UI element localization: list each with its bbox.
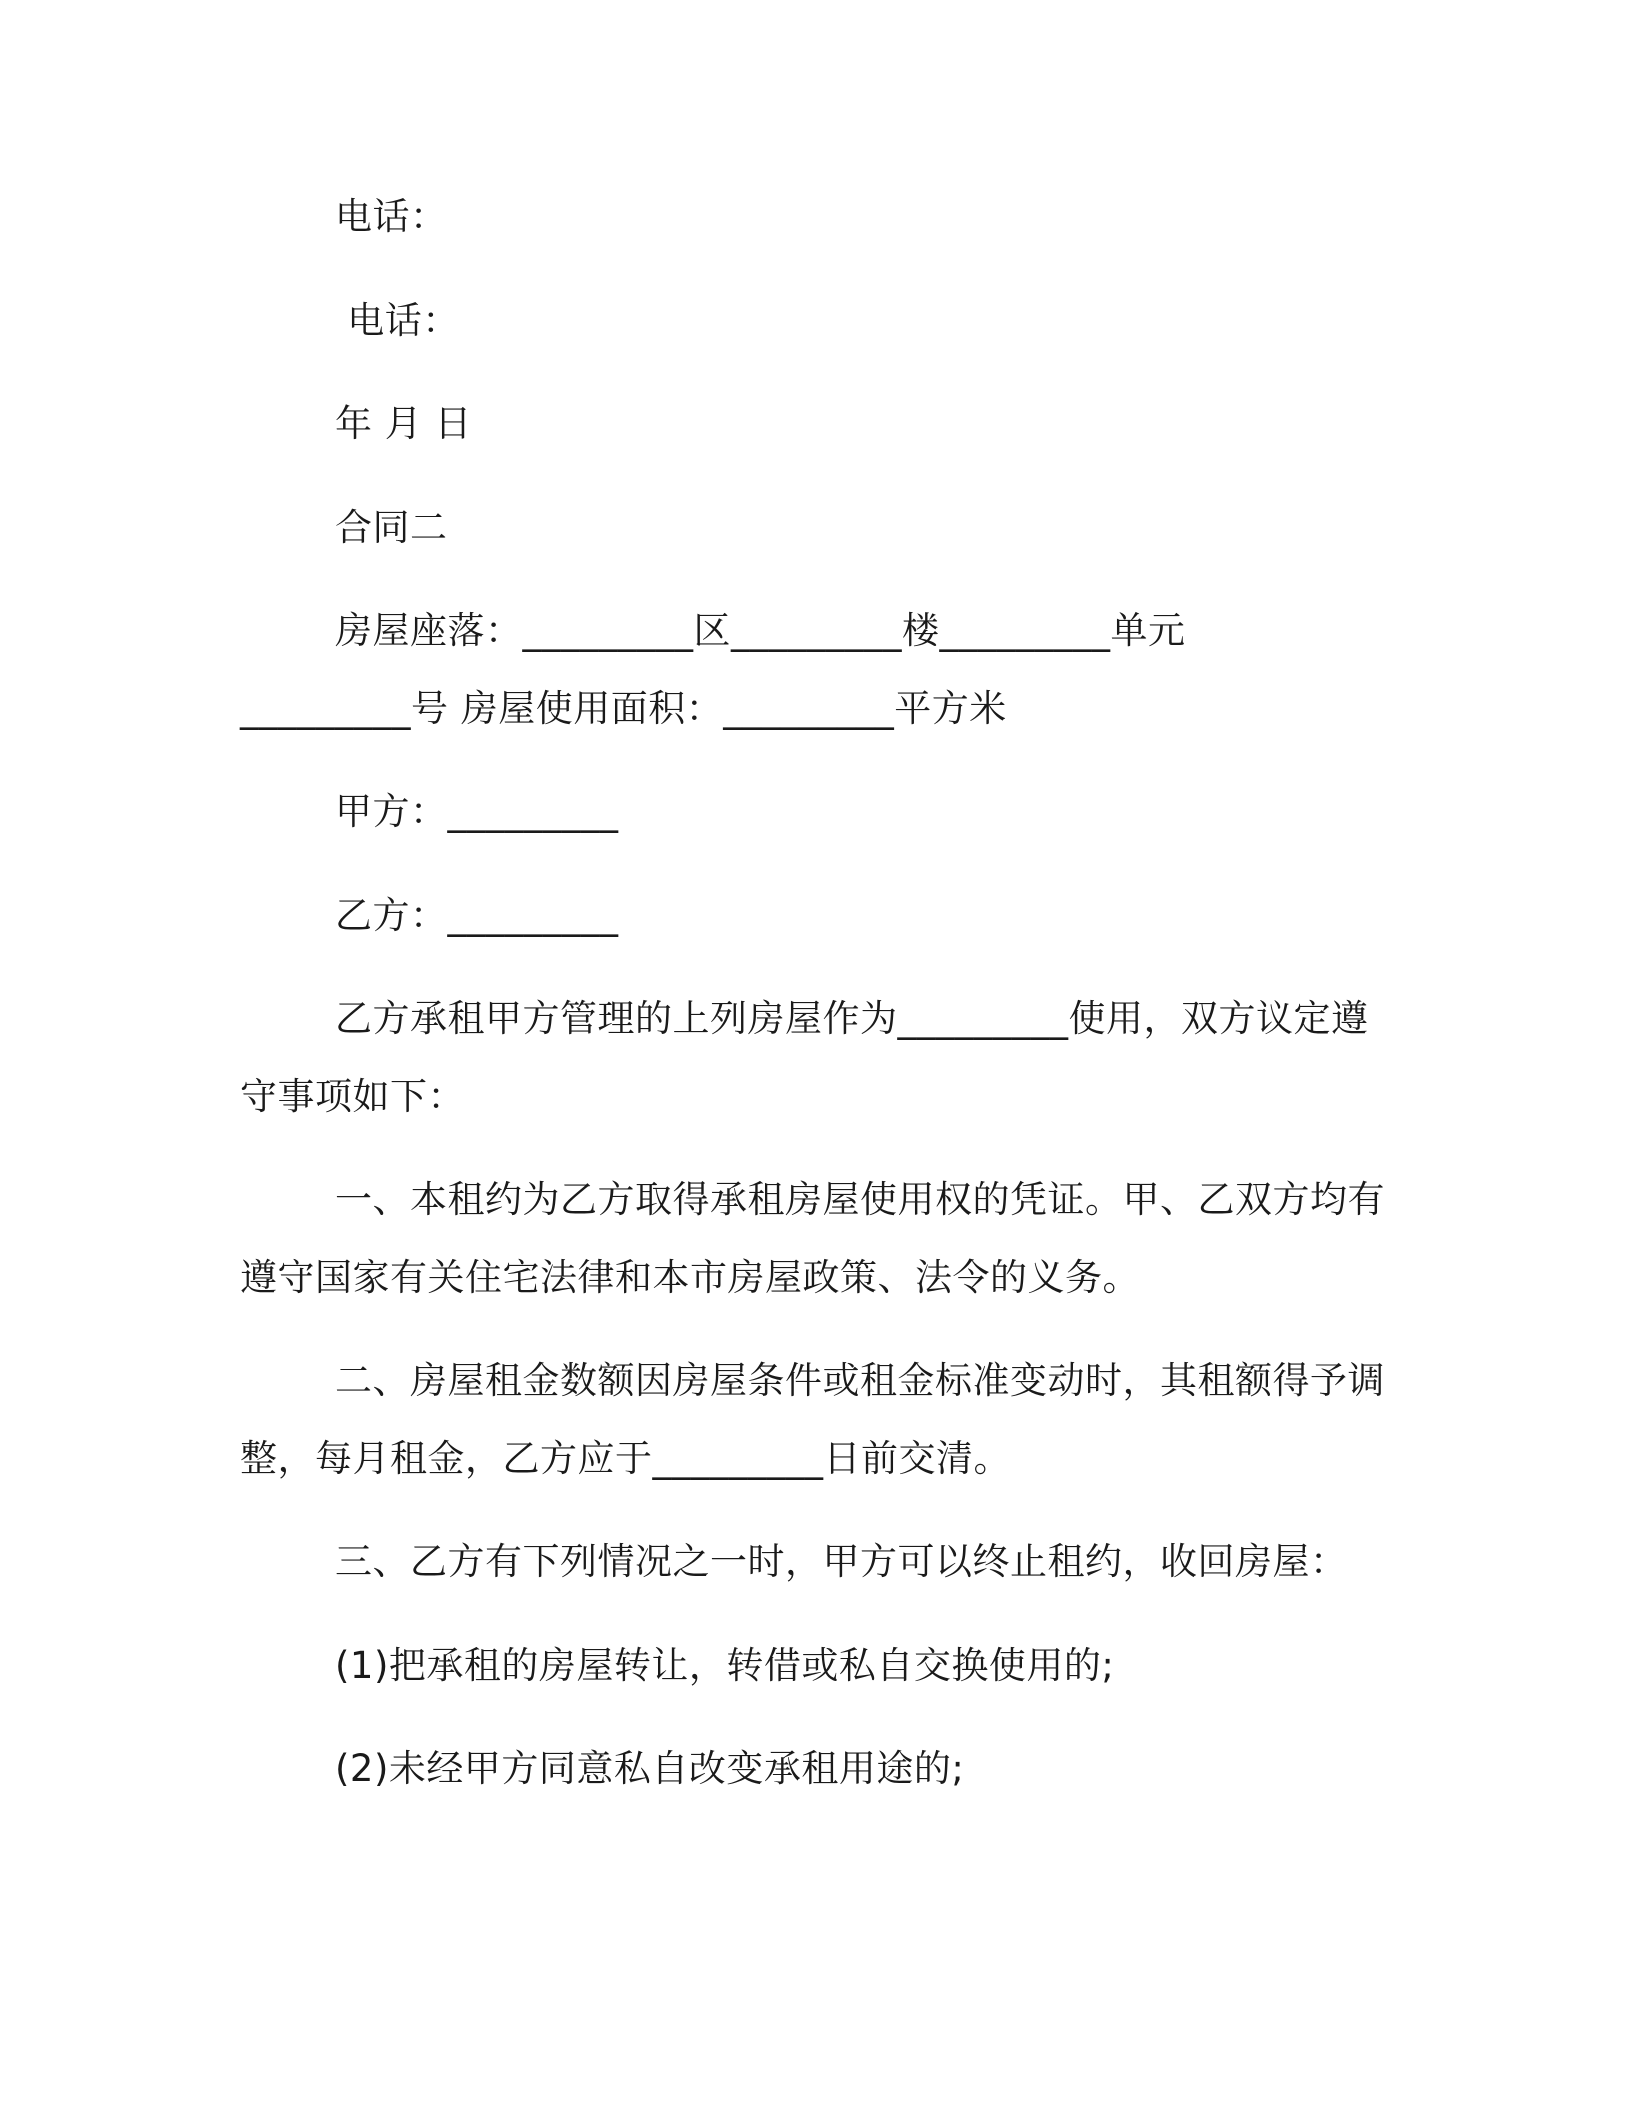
clause-three-line: 三、乙方有下列情况之一时，甲方可以终止租约，收回房屋： (335, 1540, 1348, 1583)
clause-two-line-2: 整，每月租金，乙方应于_________日前交清。 (240, 1437, 1011, 1480)
clause-three-item-1: (1)把承租的房屋转让，转借或私自交换使用的; (335, 1644, 1115, 1687)
clause-three-item-2: (2)未经甲方同意私自改变承租用途的; (335, 1747, 965, 1790)
party-b-line: 乙方：_________ (335, 894, 619, 937)
clause-two-line-1: 二、房屋租金数额因房屋条件或租金标准变动时，其租额得予调 (335, 1359, 1385, 1402)
property-location-line: 房屋座落：_________区_________楼_________单元 (335, 609, 1186, 652)
usage-paragraph-line-2: 守事项如下： (240, 1075, 465, 1118)
property-area-line: _________号 房屋使用面积：_________平方米 (240, 687, 1007, 730)
contract-two-heading: 合同二 (335, 506, 448, 549)
clause-one-line-1: 一、本租约为乙方取得承租房屋使用权的凭证。甲、乙双方均有 (335, 1178, 1385, 1221)
usage-paragraph-line-1: 乙方承租甲方管理的上列房屋作为_________使用，双方议定遵 (335, 997, 1369, 1040)
party-a-line: 甲方：_________ (335, 790, 619, 833)
phone-label-2: 电话： (335, 299, 460, 342)
date-line: 年 月 日 (335, 402, 473, 445)
phone-label-1: 电话： (335, 195, 448, 238)
clause-one-line-2: 遵守国家有关住宅法律和本市房屋政策、法令的义务。 (240, 1256, 1140, 1299)
